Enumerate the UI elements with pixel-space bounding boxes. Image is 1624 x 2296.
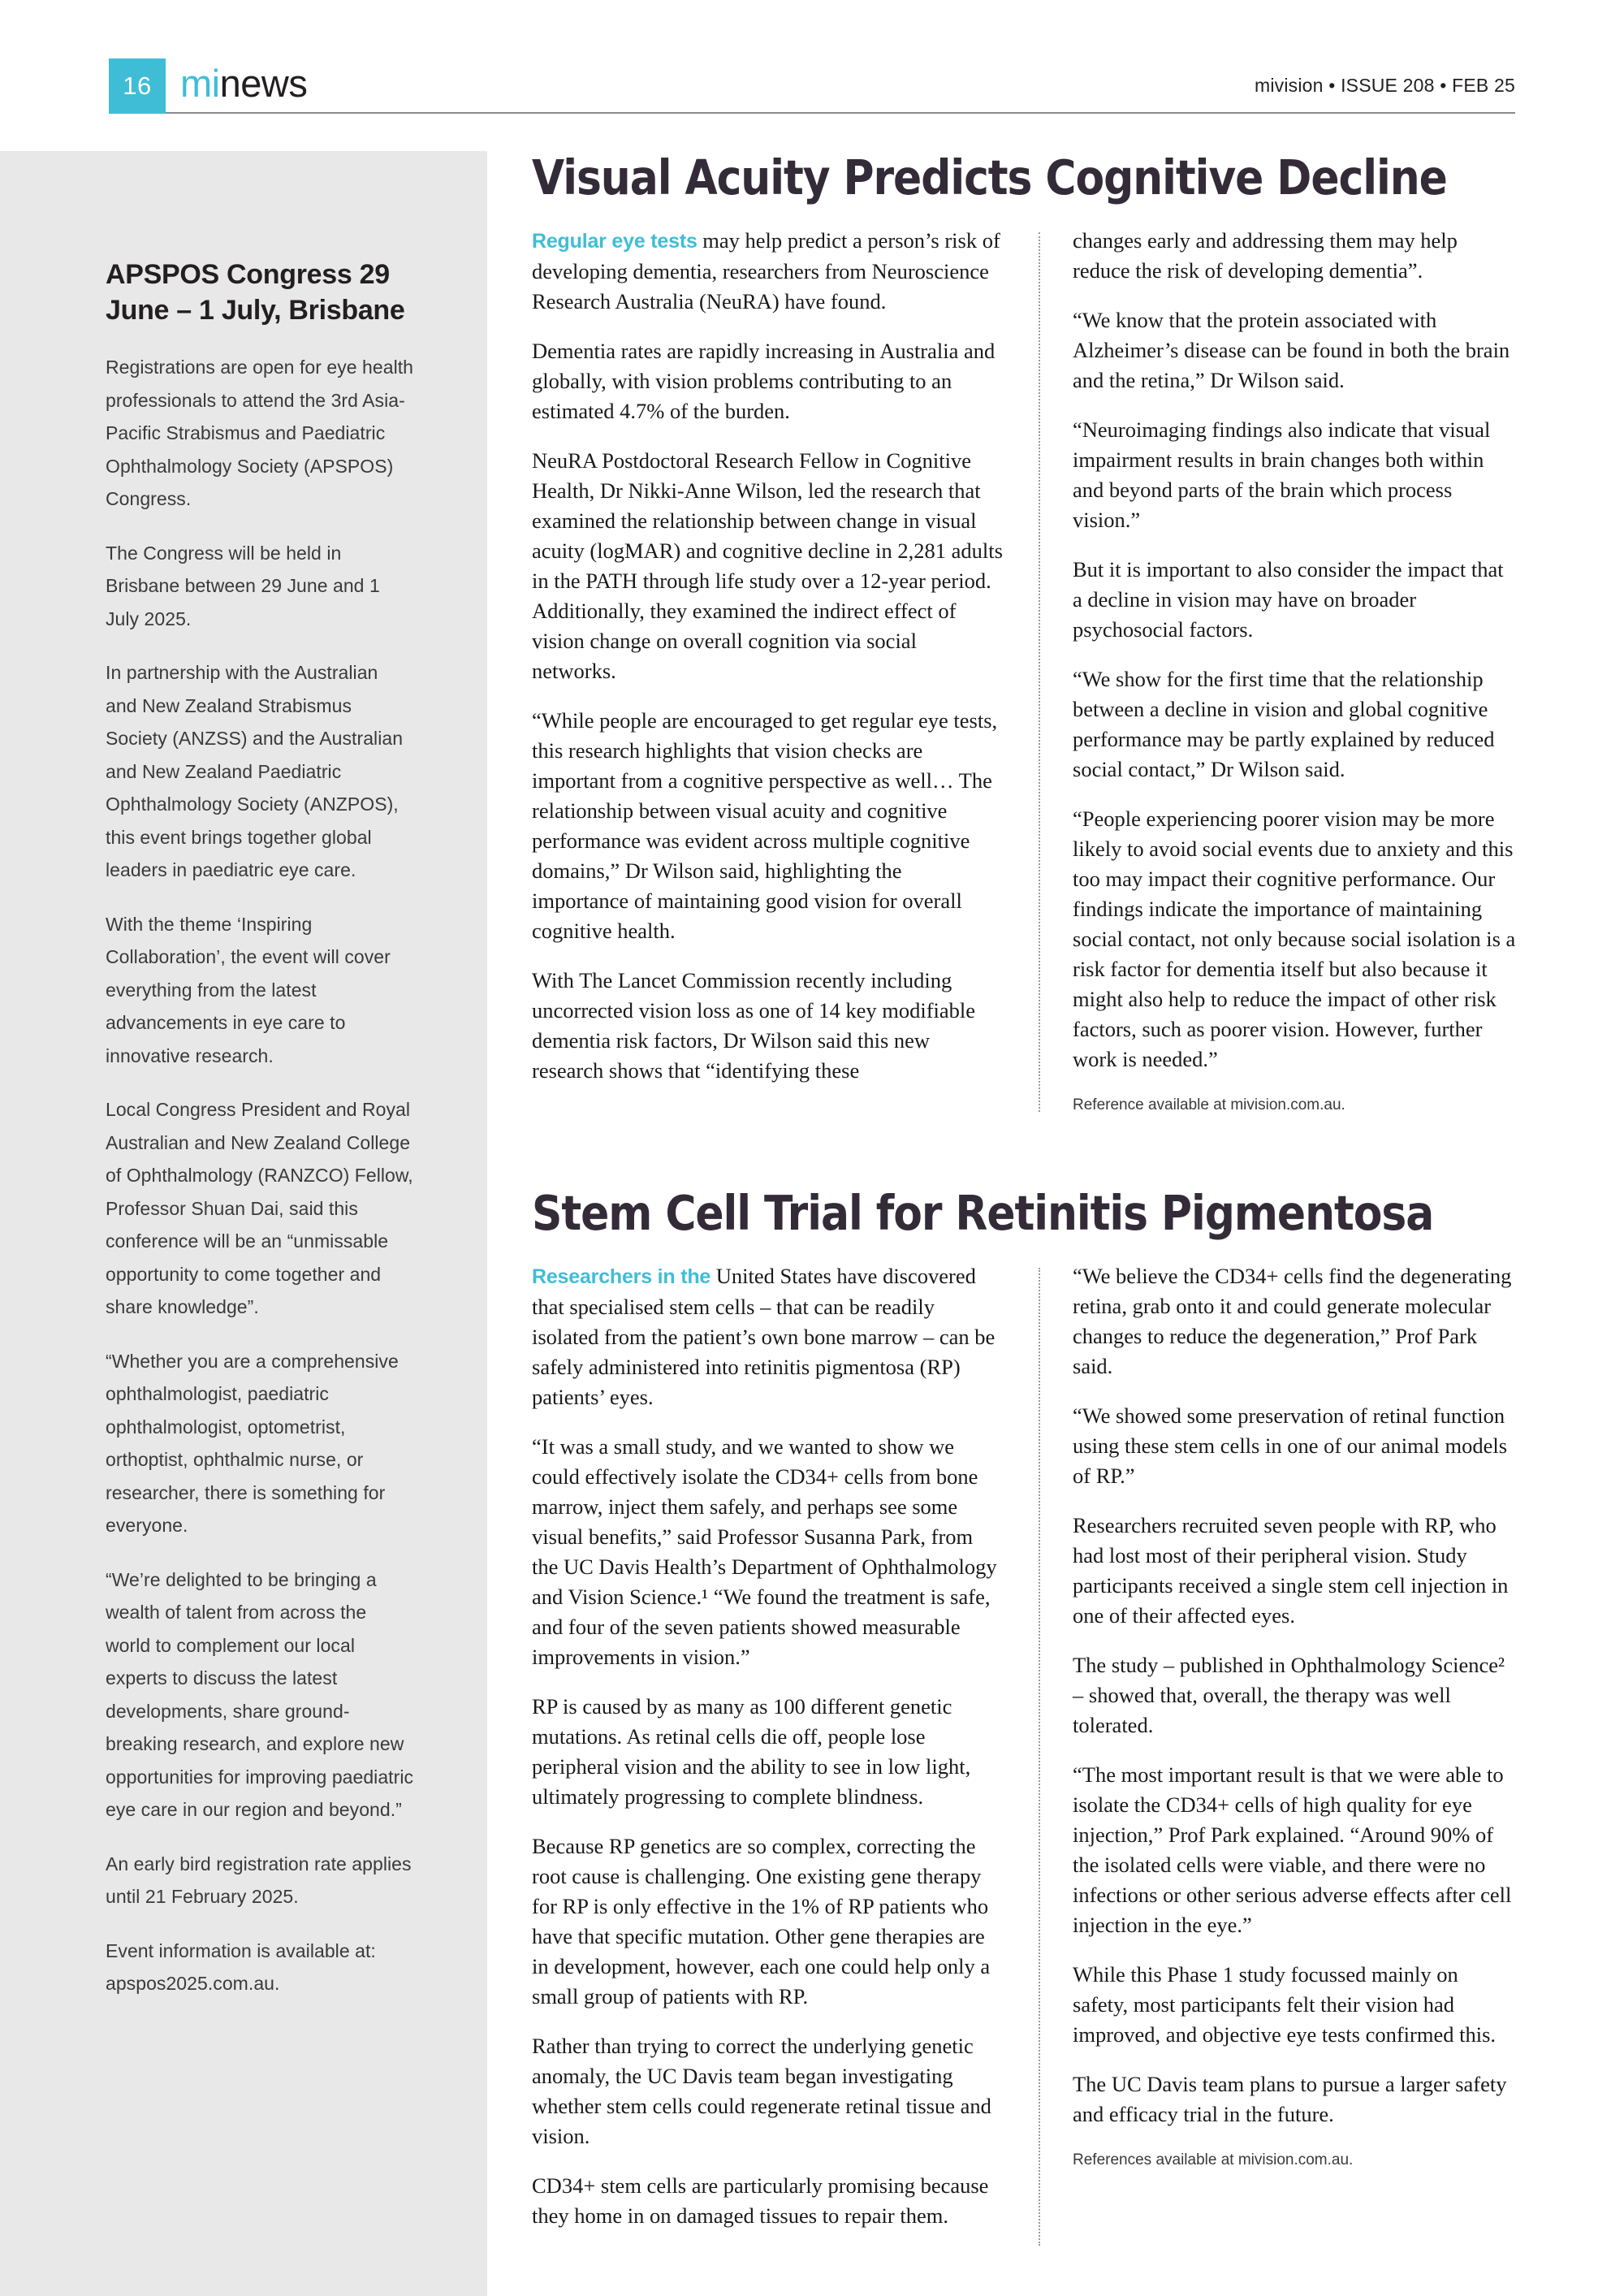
- body-paragraph: Because RP genetics are so complex, correcting the root cause is challenging. One existing gene therapy for RP is only effective in the 1% of RP patients who have that specific mutation. Other gene therapies are in development, however, each one could help only a small group of patients with RP.: [532, 1834, 991, 2008]
- sidebar-panel: [0, 151, 487, 2296]
- article-visual-acuity: [532, 151, 1518, 1117]
- body-text: may help predict a person’s risk of developing dementia, researchers from Neuroscience Research Australia (NeuRA) have found.: [532, 228, 1000, 313]
- body-paragraph: Researchers recruited seven people with RP, who had lost most of their peripheral vision. Study participants received a single stem cell injection in one of their affected eyes.: [1073, 1513, 1509, 1628]
- body-paragraph: “The most important result is that we were able to isolate the CD34+ cells of high quality for eye injection,” Prof Park explained. “Around 90% of the isolated cells were viable, and there were no infections or other serious adverse effects after cell injection in the eye.”: [1073, 1762, 1512, 1937]
- article-columns: [532, 226, 1518, 1117]
- article-headline: Stem Cell Trial for Retinitis Pigmentosa: [532, 1185, 1434, 1241]
- article-column-left: [532, 226, 1003, 1117]
- body-paragraph: RP is caused by as many as 100 different genetic mutations. As retinal cells die off, people lose peripheral vision and the ability to see in low light, ultimately progressing to complete blindness.: [532, 1694, 971, 1809]
- sidebar-paragraph: An early bird registration rate applies until 21 February 2025.: [106, 1853, 412, 1907]
- article-columns: [532, 1261, 1518, 2251]
- logo-rest-text: news: [219, 62, 308, 105]
- article-stem-cell: [532, 1187, 1518, 2251]
- sidebar-paragraph: The Congress will be held in Brisbane between 29 June and 1 July 2025.: [106, 542, 380, 629]
- page-number: 16: [123, 71, 152, 100]
- lead-in-text: Regular eye tests: [532, 230, 698, 253]
- sidebar-paragraph: In partnership with the Australian and New Zealand Strabismus Society (ANZSS) and the Australian and New Zealand Paediatric Ophthalmology Society (ANZPOS), this event brings together global leaders in paediatric eye care.: [106, 662, 404, 880]
- body-paragraph: changes early and addressing them may help reduce the risk of developing dementia”.: [1073, 228, 1458, 283]
- article-column-right: [1039, 1261, 1518, 2251]
- reference-note: References available at mivision.com.au.: [1073, 2151, 1354, 2168]
- body-paragraph: “We believe the CD34+ cells find the degenerating retina, grab onto it and could generate molecular changes to reduce the degeneration,” Prof Park said.: [1073, 1264, 1512, 1378]
- body-paragraph: While this Phase 1 study focussed mainly on safety, most participants felt their vision had improved, and objective eye tests confirmed this.: [1073, 1962, 1497, 2047]
- body-paragraph: “We know that the protein associated with Alzheimer’s disease can be found in both the brain and the retina,” Dr Wilson said.: [1073, 308, 1510, 392]
- body-paragraph: “It was a small study, and we wanted to show we could effectively isolate the CD34+ cells from bone marrow, inject them safely, and perhaps see some visual benefits,” said Professor Susanna Park, from the UC Davis Health’s Department of Ophthalmology and Vision Science.¹ “We found the treatment is safe, and four of the seven patients showed measurable improvements in vision.”: [532, 1434, 997, 1669]
- body-paragraph: But it is important to also consider the impact that a decline in vision may have on broader psychosocial factors.: [1073, 557, 1504, 642]
- body-paragraph: Dementia rates are rapidly increasing in Australia and globally, with vision problems contributing to an estimated 4.7% of the burden.: [532, 339, 996, 423]
- body-paragraph: NeuRA Postdoctoral Research Fellow in Cognitive Health, Dr Nikki-Anne Wilson, led the research that examined the relationship between change in visual acuity (logMAR) and cognitive decline in 2,281 adults in the PATH through life study over a 12-year period. Additionally, they examined the indirect effect of vision change on overall cognition via social networks.: [532, 448, 1003, 683]
- sidebar-paragraph: “We’re delighted to be bringing a wealth of talent from across the world to complement our local experts to discuss the latest developments, share ground-breaking research, and explore new opportunities for improving paediatric eye care in our region and beyond.”: [106, 1568, 414, 1820]
- issue-meta: mivision • ISSUE 208 • FEB 25: [1254, 75, 1515, 96]
- sidebar-paragraph: Event information is available at: apspos2025.com.au.: [106, 1939, 376, 1994]
- body-text: United States have discovered that specialised stem cells – that can be readily isolated from the patient’s own bone marrow – can be safely administered into retinitis pigmentosa (RP) patients’ eyes.: [532, 1264, 996, 1409]
- reference-note: Reference available at mivision.com.au.: [1073, 1096, 1345, 1113]
- folio-box: [109, 58, 166, 114]
- sidebar-paragraph: With the theme ‘Inspiring Collaboration’, the event will cover everything from the latest advancements in eye care to innovative research.: [106, 913, 391, 1066]
- article-column-left: [532, 1261, 1003, 2251]
- body-paragraph: [532, 226, 1003, 317]
- logo-accent-text: mi: [180, 62, 220, 105]
- page-masthead: [0, 0, 1624, 122]
- body-paragraph: The study – published in Ophthalmology Science² – showed that, overall, the therapy was well tolerated.: [1073, 1653, 1505, 1737]
- article-headline: Visual Acuity Predicts Cognitive Decline: [532, 149, 1447, 205]
- sidebar-paragraph: Local Congress President and Royal Australian and New Zealand College of Ophthalmology (RANZCO) Fellow, Professor Shuan Dai, said this conference will be an “unmissable opportunity to come together and share knowledge”.: [106, 1099, 413, 1317]
- body-paragraph: CD34+ stem cells are particularly promising because they home in on damaged tissues to repair them.: [532, 2173, 989, 2228]
- body-paragraph: “We showed some preservation of retinal function using these stem cells in one of our animal models of RP.”: [1073, 1403, 1508, 1488]
- sidebar-paragraph: Registrations are open for eye health professionals to attend the 3rd Asia-Pacific Strabismus and Paediatric Ophthalmology Society (APSPOS) Congress.: [106, 357, 414, 509]
- article-column-right: [1039, 226, 1518, 1117]
- lead-in-text: Researchers in the: [532, 1265, 711, 1288]
- body-paragraph: The UC Davis team plans to pursue a larger safety and efficacy trial in the future.: [1073, 2072, 1507, 2126]
- masthead-logo: [180, 58, 307, 109]
- body-paragraph: “Neuroimaging findings also indicate that visual impairment results in brain changes both within and beyond parts of the brain which process vision.”: [1073, 417, 1491, 532]
- column-divider: [1039, 232, 1040, 1112]
- column-divider: [1039, 1268, 1040, 2246]
- masthead-divider: [166, 112, 1515, 114]
- sidebar-heading: APSPOS Congress 29 June – 1 July, Brisbane: [106, 259, 405, 326]
- body-paragraph: Rather than trying to correct the underlying genetic anomaly, the UC Davis team began investigating whether stem cells could regenerate retinal tissue and vision.: [532, 2034, 991, 2148]
- sidebar-paragraph: “Whether you are a comprehensive ophthalmologist, paediatric ophthalmologist, optometrist, orthoptist, ophthalmic nurse, or researcher, there is something for everyone.: [106, 1350, 399, 1536]
- main-content: [532, 151, 1518, 2251]
- sidebar-content: [106, 257, 414, 2021]
- body-paragraph: “While people are encouraged to get regular eye tests, this research highlights that vision checks are important from a cognitive perspective as well… The relationship between visual acuity and cognitive performance was evident across multiple cognitive domains,” Dr Wilson said, highlighting the importance of maintaining good vision for overall cognitive health.: [532, 708, 998, 943]
- body-paragraph: “We show for the first time that the relationship between a decline in vision and global cognitive performance may be partly explained by reduced social contact,” Dr Wilson said.: [1073, 667, 1495, 781]
- body-paragraph: [532, 1261, 1003, 1412]
- body-paragraph: “People experiencing poorer vision may be more likely to avoid social events due to anxiety and this too may impact their cognitive performance. Our findings indicate the importance of maintaining social contact, not only because social isolation is a risk factor for dementia itself but also because it might also help to reduce the impact of other risk factors, such as poorer vision. However, further work is needed.”: [1073, 806, 1516, 1071]
- body-paragraph: With The Lancet Commission recently including uncorrected vision loss as one of 14 key modifiable dementia risk factors, Dr Wilson said this new research shows that “identifying these: [532, 968, 976, 1083]
